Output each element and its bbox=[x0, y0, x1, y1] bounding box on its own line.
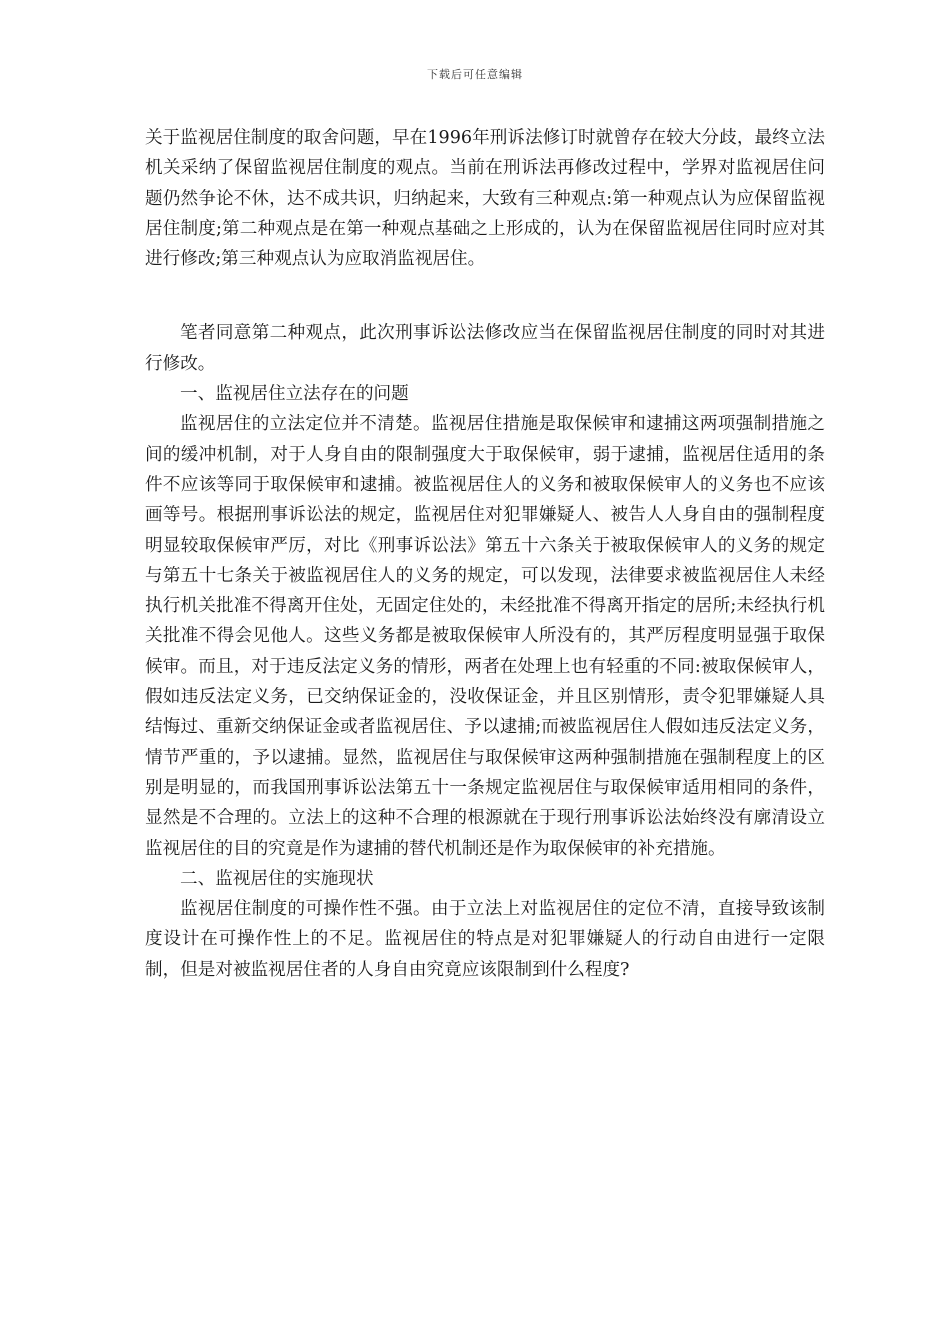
section-heading-implementation-status: 二、监视居住的实施现状 bbox=[180, 868, 374, 889]
paragraph-operability: 监视居住制度的可操作性不强。由于立法上对监视居住的定位不清，直接导致该制度设计在可操作性上的不足。监视居住的特点是对犯罪嫌疑人的行动自由进行一定限制，但是对被监视居住者的人身自由究竟应该限制到什么程度? bbox=[145, 899, 825, 980]
section-heading-legislative-problems: 一、监视居住立法存在的问题 bbox=[180, 384, 409, 405]
paragraph-controversy: 关于监视居住制度的取舍问题，早在1996年刑诉法修订时就曾存在较大分歧，最终立法机关采纳了保留监视居住制度的观点。当前在刑诉法再修改过程中，学界对监视居住问题仍然争论不休，达不成共识，归纳起来，大致有三种观点:第一种观点认为应保留监视居住制度;第二种观点是在第一种观点基础之上形成的，认为在保留监视居住同时应对其进行修改;第三种观点认为应取消监视居住。 bbox=[145, 128, 825, 270]
paragraph-author-view: 笔者同意第二种观点，此次刑事诉讼法修改应当在保留监视居住制度的同时对其进行修改。 bbox=[145, 323, 825, 374]
paragraph-legislative-positioning: 监视居住的立法定位并不清楚。监视居住措施是取保候审和逮捕这两项强制措施之间的缓冲机制，对于人身自由的限制强度大于取保候审，弱于逮捕，监视居住适用的条件不应该等同于取保候审和逮捕。被监视居住人的义务和被取保候审人的义务也不应该画等号。根据刑事诉讼法的规定，监视居住对犯罪嫌疑人、被告人人身自由的强制程度明显较取保候审严厉，对比《刑事诉讼法》第五十六条关于被取保候审人的义务的规定与第五十七条关于被监视居住人的义务的规定，可以发现，法律要求被监视居住人未经执行机关批准不得离开住处，无固定住处的，未经批准不得离开指定的居所;未经执行机关批准不得会见他人。这些义务都是被取保候审人所没有的，其严厉程度明显强于取保候审。而且，对于违反法定义务的情形，两者在处理上也有轻重的不同:被取保候审人，假如违反法定义务，已交纳保证金的，没收保证金，并且区别情形，责令犯罪嫌疑人具结悔过、重新交纳保证金或者监视居住、予以逮捕;而被监视居住人假如违反法定义务，情节严重的，予以逮捕。显然，监视居住与取保候审这两种强制措施在强制程度上的区别是明显的，而我国刑事诉讼法第五十一条规定监视居住与取保候审适用相同的条件，显然是不合理的。立法上的这种不合理的根源就在于现行刑事诉讼法始终没有廓清设立监视居住的目的究竟是作为逮捕的替代机制还是作为取保候审的补充措施。 bbox=[145, 414, 825, 859]
document-body bbox=[145, 123, 825, 985]
header-note: 下载后可任意编辑 bbox=[427, 68, 523, 81]
paragraph-gap bbox=[145, 274, 825, 318]
